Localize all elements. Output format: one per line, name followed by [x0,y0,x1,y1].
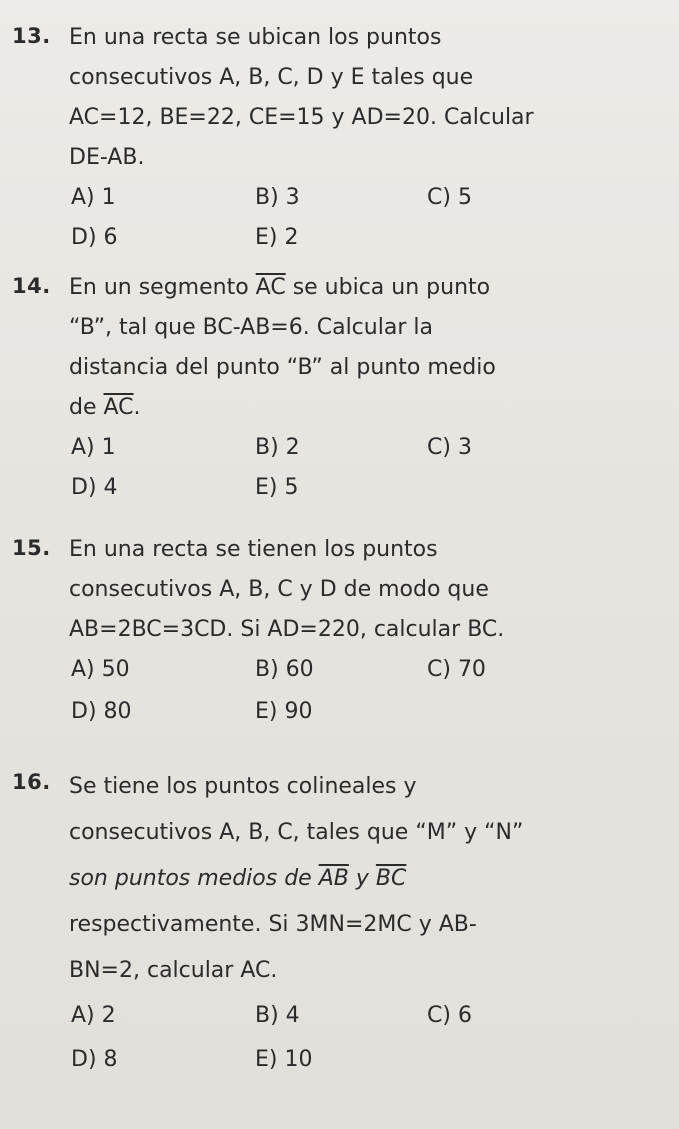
option-d[interactable]: D) 4 [71,475,118,500]
statement-line [69,268,672,308]
text-fragment: En un segmento [69,275,256,300]
option-c[interactable]: C) 6 [427,1003,472,1028]
statement-line: respectivamente. Si 3MN=2MC y AB- [69,912,477,937]
statement-line: “B”, tal que BC-AB=6. Calcular la [69,315,433,340]
answer-options [69,994,672,1078]
problem-number: 15. [12,536,51,560]
answer-options [69,178,672,262]
option-e[interactable]: E) 10 [255,1047,313,1072]
statement-line: consecutivos A, B, C, D y E tales que [69,65,474,90]
statement-line: AB=2BC=3CD. Si AD=220, calcular BC. [69,617,505,642]
option-b[interactable]: B) 3 [255,185,300,210]
problem-number: 14. [12,274,51,298]
text-fragment: y [348,866,376,891]
text-fragment: . [133,395,141,420]
option-a[interactable]: A) 1 [71,185,116,210]
option-d[interactable]: D) 6 [71,225,118,250]
option-c[interactable]: C) 3 [427,435,472,460]
answer-options [69,650,672,734]
option-b[interactable]: B) 60 [255,657,314,682]
statement-line: En una recta se tienen los puntos [69,537,438,562]
problem-number: 13. [12,24,51,48]
option-c[interactable]: C) 5 [427,185,472,210]
text-fragment: de [69,395,104,420]
option-a[interactable]: A) 2 [71,1003,116,1028]
statement-line: consecutivos A, B, C y D de modo que [69,577,489,602]
problem-number: 16. [12,770,51,794]
option-b[interactable]: B) 2 [255,435,300,460]
problem-statement [69,530,672,650]
option-d[interactable]: D) 80 [71,699,132,724]
segment-ac: $\overline{AC}$ [103,395,134,420]
option-d[interactable]: D) 8 [71,1047,118,1072]
statement-line [69,856,672,902]
problem-statement [69,18,672,178]
option-e[interactable]: E) 2 [255,225,299,250]
option-a[interactable]: A) 1 [71,435,116,460]
problem-statement [69,764,672,994]
problem-14 [12,268,672,512]
problem-statement [69,268,672,428]
statement-line: Se tiene los puntos colineales y [69,774,417,799]
option-e[interactable]: E) 90 [255,699,313,724]
statement-line: En una recta se ubican los puntos [69,25,442,50]
problem-16 [12,764,672,1078]
text-fragment: son puntos medios de [69,866,319,891]
option-c[interactable]: C) 70 [427,657,486,682]
option-e[interactable]: E) 5 [255,475,299,500]
option-a[interactable]: A) 50 [71,657,130,682]
segment-ab: $\overline{AB}$ [318,866,349,891]
option-b[interactable]: B) 4 [255,1003,300,1028]
statement-line [69,388,672,428]
text-fragment: se ubica un punto [285,275,491,300]
statement-line: consecutivos A, B, C, tales que “M” y “N” [69,820,524,845]
statement-line: DE-AB. [69,145,145,170]
statement-line: BN=2, calcular AC. [69,958,278,983]
answer-options [69,428,672,512]
segment-bc: $\overline{BC}$ [375,866,407,891]
problem-15 [12,530,672,734]
segment-ac: $\overline{AC}$ [255,275,286,300]
problem-13 [12,18,672,262]
statement-line: distancia del punto “B” al punto medio [69,355,496,380]
statement-line: AC=12, BE=22, CE=15 y AD=20. Calcular [69,105,534,130]
